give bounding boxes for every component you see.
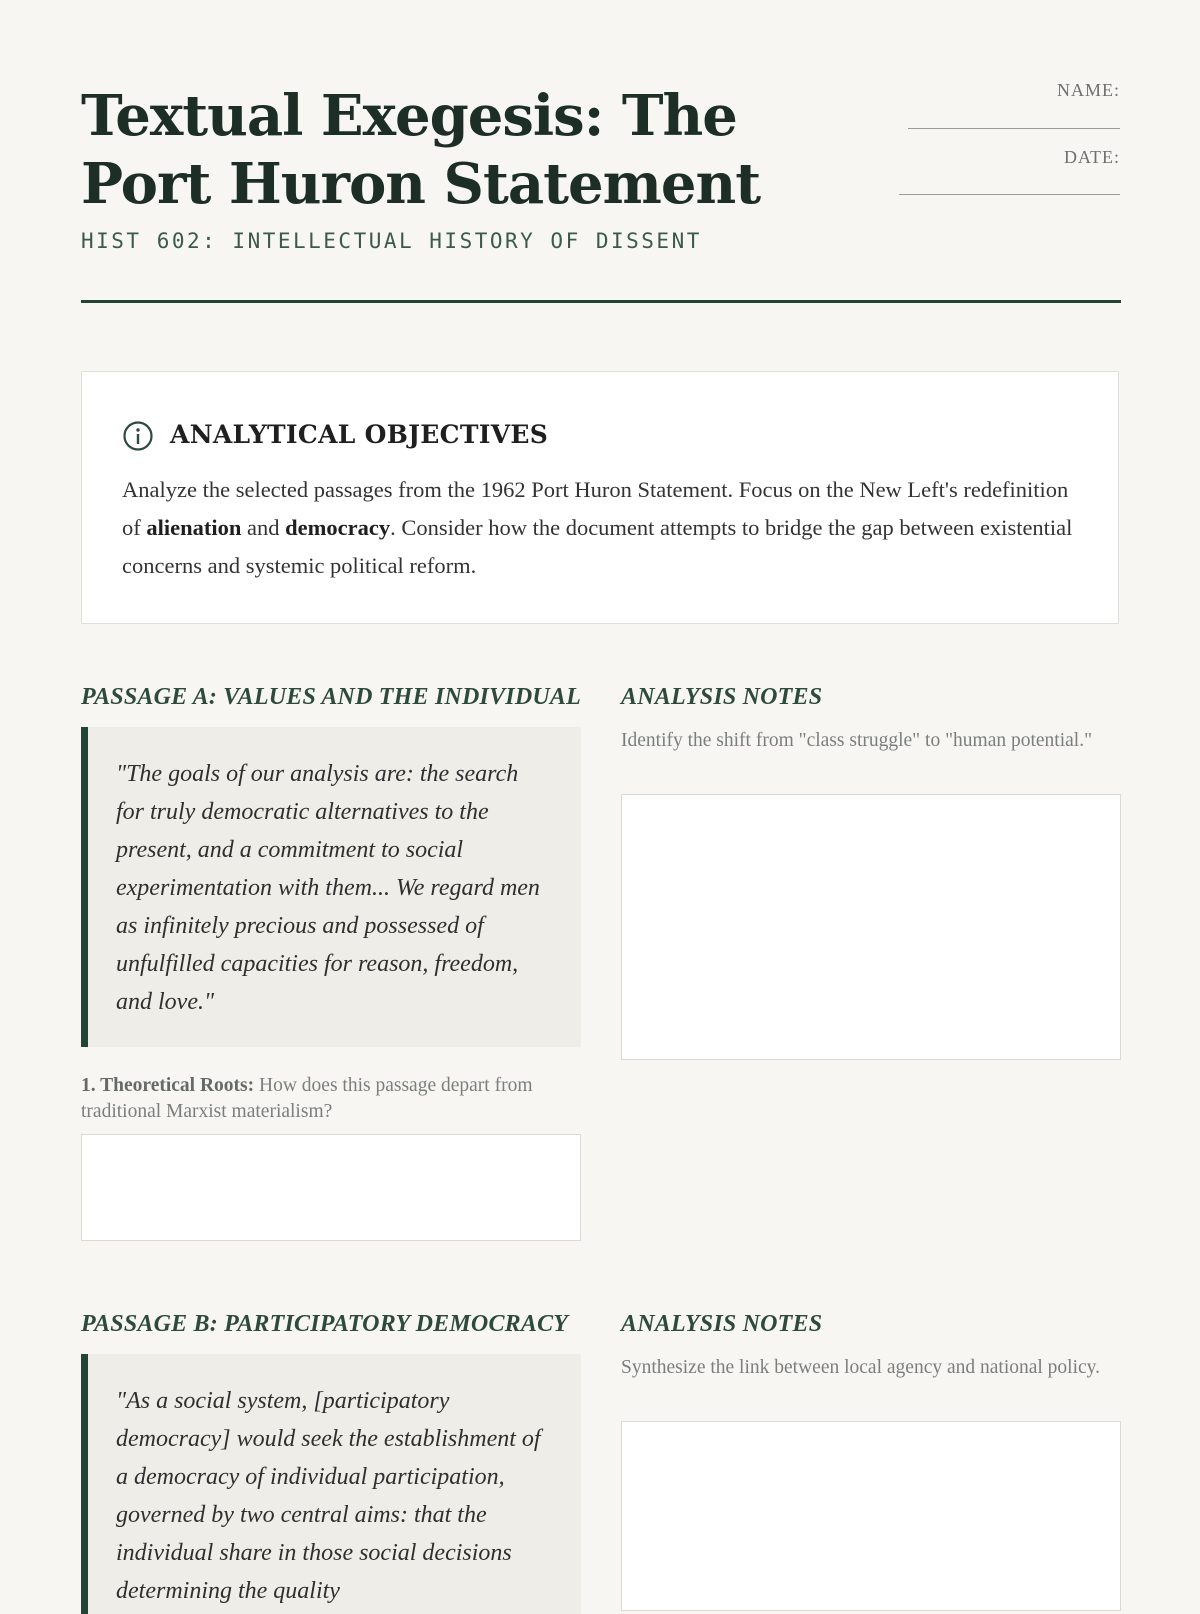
passage-a-heading: PASSAGE A: VALUES AND THE INDIVIDUAL [81, 684, 581, 710]
passage-b-notes-field[interactable] [621, 1421, 1121, 1611]
passage-b-heading: PASSAGE B: PARTICIPATORY DEMOCRACY [81, 1311, 569, 1337]
page-title: Textual Exegesis: The Port Huron Statement [81, 83, 761, 217]
course-subtitle: HIST 602: INTELLECTUAL HISTORY OF DISSENT [81, 229, 702, 253]
passage-b-notes-heading: ANALYSIS NOTES [621, 1311, 823, 1337]
question-1-label: 1. Theoretical Roots: [81, 1075, 255, 1096]
objectives-text: Analyze the selected passages from the 1962 Port Huron Statement. Focus on the New Left's redefinition of alienation and democracy. Consider how the document attempts to bridge the gap between existential concerns and systemic political reform. [122, 477, 1073, 578]
term-democracy: democracy [285, 515, 391, 540]
date-field-line[interactable] [899, 194, 1120, 195]
info-icon [122, 420, 154, 452]
term-alienation: alienation [146, 515, 242, 540]
passage-a-notes-hint: Identify the shift from "class struggle" to "human potential." [621, 730, 1093, 751]
question-1-text: How does this passage depart from traditional Marxist materialism? [81, 1075, 533, 1122]
question-1-answer-field[interactable] [81, 1134, 581, 1241]
header-divider [81, 300, 1121, 303]
passage-a-quote [81, 727, 581, 1047]
passage-a-notes-field[interactable] [621, 794, 1121, 1060]
passage-a-notes-heading: ANALYSIS NOTES [621, 684, 823, 710]
question-1 [81, 1073, 581, 1125]
name-field-line[interactable] [908, 128, 1120, 129]
passage-a-quote-text: "The goals of our analysis are: the search for truly democratic alternatives to the present, and a commitment to social experimentation with them... We regard men as infinitely precious and possessed of unfulfilled capacities for reason, freedom, and love." [116, 761, 540, 1015]
passage-b-quote [81, 1354, 581, 1614]
name-label: NAME: [1057, 80, 1120, 100]
objectives-panel [81, 371, 1119, 624]
date-label: DATE: [1064, 147, 1120, 167]
passage-b-notes-hint: Synthesize the link between local agency and national policy. [621, 1357, 1101, 1378]
passage-b-quote-text: "As a social system, [participatory democracy] would seek the establishment of a democracy of individual participation, governed by two central aims: that the individual share in those social decisions determining the quality [116, 1388, 541, 1604]
objectives-heading: ANALYTICAL OBJECTIVES [170, 420, 549, 449]
